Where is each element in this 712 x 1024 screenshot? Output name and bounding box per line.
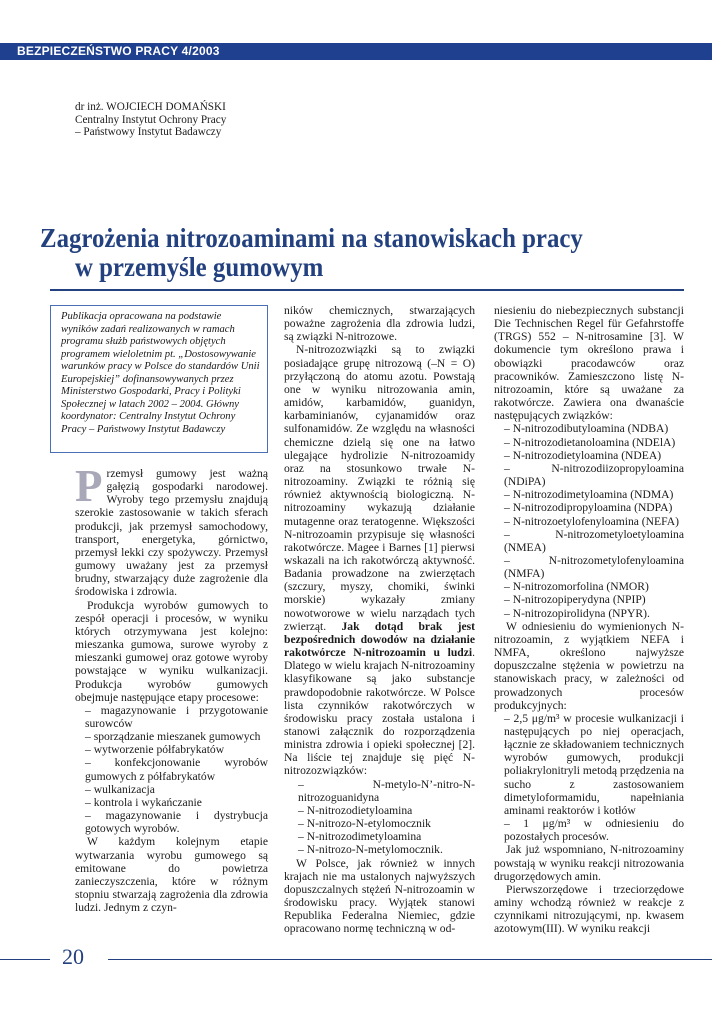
list-item: – N-nitrozodiizopropyloamina (NDiPA) [504,461,684,489]
list-item: – konfekcjonowanie wyrobów gumowych z półfabrykatów [85,756,268,783]
paragraph: W odniesieniu do wymienionych N-nitrozoamin, z wyjątkiem NEFA i NMFA, określono najwyższe dopuszczalne stężenia w powietrzu na stanowiskach pracy, w zależności od prowadzonych procesów produkcyjnych: [494,619,684,712]
article-title [40,224,629,282]
list-item: – magazynowanie i przygotowanie surowców [85,703,268,730]
author-name: dr inż. WOJCIECH DOMAŃSKI [75,101,226,113]
list-item: – N-nitrozometyloetyloamina (NMEA) [504,527,684,554]
intro-paragraph: Przemysł gumowy jest ważną gałęzią gospodarki narodowej. Wyroby tego przemysłu znajdują szerokie zastosowanie w takich sferach produkcji, jak przemysł samochodowy, transport, energetyka, górnictwo, przemysł lekki czy spożywczy. Przemysł gumowy uważany jest za przemysł brudny, stwarzający duże zagrożenie dla środowiska i zdrowia. [75,461,268,599]
paragraph: W Polsce, jak również w innych krajach nie ma ustalonych najwyższych dopuszczalnych stężeń N-nitrozoamin w środowisku pracy. Wyjątek stanowi Republika Federalna Niemiec, gdzie opracowano normę techniczną w od- [284,856,475,936]
paragraph: N-nitrozozwiązki są to związki posiadające grupę nitrozową (–N = O) przyłączoną do atomu azotu. Powstają one w wyniku nitrozowania amin, amidów, karbamidów, guanidyn, karbaminianów, cyjanamidów oraz sulfonamidów. Ze względu na własności chemiczne dzielą się one na łatwo ulegające hydrolizie N-nitrozoamidy oraz na stosunkowo trwałe N-nitrozoaminy. Związki te różnią się również aktywnością biologiczną. N-nitrozoaminy wykazują działanie mutagenne oraz teratogenne. Większości N-nitrozoamin przypisuje się własności rakotwórcze. Magee i Barnes [1] pierwsi wskazali na ich rakotwórczą aktywność. Badania prowadzone na zwierzętach (szczury, myszy, chomiki, świnki morskie) wykazały zmiany nowotworowe w wielu narządach tych zwierząt. Jak dotąd brak jest bezpośrednich dowodów na działanie rakotwórcze N-nitrozoamin u ludzi. Dlatego w wielu krajach N-nitrozoaminy klasyfikowane są jako substancje prawdopodobnie rakotwórcze. W Polsce lista czynników rakotwórczych w środowisku pracy została ustalona i stanowi załącznik do rozporządzenia ministra zdrowia i opieki społecznej [2]. Na liście tej znajduje się pięć N-nitrozozwiązków: [284,343,475,778]
list-item: – kontrola i wykańczanie [85,795,202,809]
list-item: – magazynowanie i dystrybucja gotowych wyrobów. [85,809,268,836]
list-item: – wulkanizacja [85,782,155,796]
paragraph: niesieniu do niebezpiecznych substancji Die Technischen Regel für Gefahrstoffe (TRGS) 552 – N-nitrosamine [3]. W dokumencie tym określono prawa i obowiązki pracodawców oraz pracowników. Zamieszczono listę N-nitrozoamin, które są uważane za rakotwórcze. Zawiera ona dwanaście następujących związków: [494,304,684,423]
list-item: – N-nitrozodietyloamina [298,803,413,817]
journal-header-bar [0,43,712,60]
title-line-1: Zagrożenia nitrozoaminami na stanowiskach pracy [40,223,583,253]
list-item: – N-nitrozoetylofenyloamina (NEFA) [504,514,679,528]
list-item: – wytworzenie półfabrykatów [85,743,225,757]
list-item: – N-nitrozopirolidyna (NPYR). [504,606,650,620]
text-column-3 [494,304,684,936]
list-item: – N-nitrozopiperydyna (NPIP) [504,593,646,607]
journal-title: BEZPIECZEŃSTWO PRACY 4/2003 [17,44,220,58]
title-divider [50,289,684,291]
list-item: – 1 μg/m³ w odniesieniu do pozostałych procesów. [504,817,684,844]
drop-cap: P [75,461,103,511]
paragraph: Produkcja wyrobów gumowych to zespół operacji i procesów, w wyniku których otrzymywana jest kolejno: mieszanka gumowa, surowe wyroby z mieszanki gumowej oraz gotowe wyroby powstające w wyniku wulkanizacji. Produkcja wyrobów gumowych obejmuje następujące etapy procesowe: [75,598,268,704]
list-item: – N-metylo-N’-nitro-N-nitrozoguanidyna [298,777,475,804]
author-affiliation-1: Centralny Instytut Ochrony Pracy [75,113,227,126]
paragraph: W każdym kolejnym etapie wytwarzania wyrobu gumowego są emitowane do powietrza zanieczyszczenia, które w różnym stopniu stwarzają zagrożenia dla zdrowia ludzi. Jednym z czyn- [75,835,268,915]
title-line-2: w przemyśle gumowym [74,252,324,282]
author-affiliation-2: – Państwowy Instytut Badawczy [75,126,222,139]
list-item: – N-nitrozo-N-metylomocznik. [298,843,443,857]
list-item: – N-nitrozodietyloamina (NDEA) [504,448,662,462]
bold-statement: Jak dotąd brak jest bezpośrednich dowodów na działanie rakotwórcze N-nitrozoamin u ludzi [284,619,475,660]
abstract-box: Publikacja opracowana na podstawie wyników zadań realizowanych w ramach programu służb państwowych objętych programem wieloletnim pt. „Dostosowywanie warunków pracy w Polsce do standardów Unii Europejskiej” dofinansowywanych przez Ministerstwo Gospodarki, Pracy i Polityki Społecznej w latach 2002 – 2004. Główny koordynator: Centralny Instytut Ochrony Pracy – Państwowy Instytut Badawczy [50,305,268,453]
text-column-1 [75,461,268,915]
text-column-2 [284,304,475,936]
list-item: – N-nitrozodibutyloamina (NDBA) [504,422,669,436]
paragraph: Pierwszorzędowe i trzeciorzędowe aminy wchodzą również w reakcje z czynnikami nitrozującymi, np. kwasem azotowym(III). W wyniku reakcji [494,882,684,936]
paragraph: ników chemicznych, stwarzających poważne zagrożenia dla zdrowia ludzi, są związki N-nitrozowe. [284,304,475,344]
list-item: – N-nitrozodietanoloamina (NDElA) [504,435,676,449]
list-item: – N-nitrozometylofenyloamina (NMFA) [504,553,684,581]
page-number: 20 [62,944,84,969]
list-item: – N-nitrozomorfolina (NMOR) [504,580,649,594]
list-item: – N-nitrozo-N-etylomocznik [298,817,431,831]
list-item: – N-nitrozodipropyloamina (NDPA) [504,501,673,515]
paragraph: Jak już wspomniano, N-nitrozoaminy powstają w wyniku reakcji nitrozowania drugorzędowych amin. [494,843,684,883]
list-item: – sporządzanie mieszanek gumowych [85,730,261,744]
footer-rule-right [108,959,712,960]
list-item: – 2,5 μg/m³ w procesie wulkanizacji i następujących po niej operacjach, łącznie ze składowaniem technicznych wyrobów gumowych, produkcji poliakrylonitryli metodą przędzenia na sucho z zastosowaniem dimetyloformamidu, napełniania aminami reaktorów i kotłów [504,711,684,817]
footer-rule-left [0,959,50,960]
list-item: – N-nitrozodimetyloamina (NDMA) [504,488,674,502]
author-block [75,101,226,139]
list-item: – N-nitrozodimetyloamina [298,830,422,844]
